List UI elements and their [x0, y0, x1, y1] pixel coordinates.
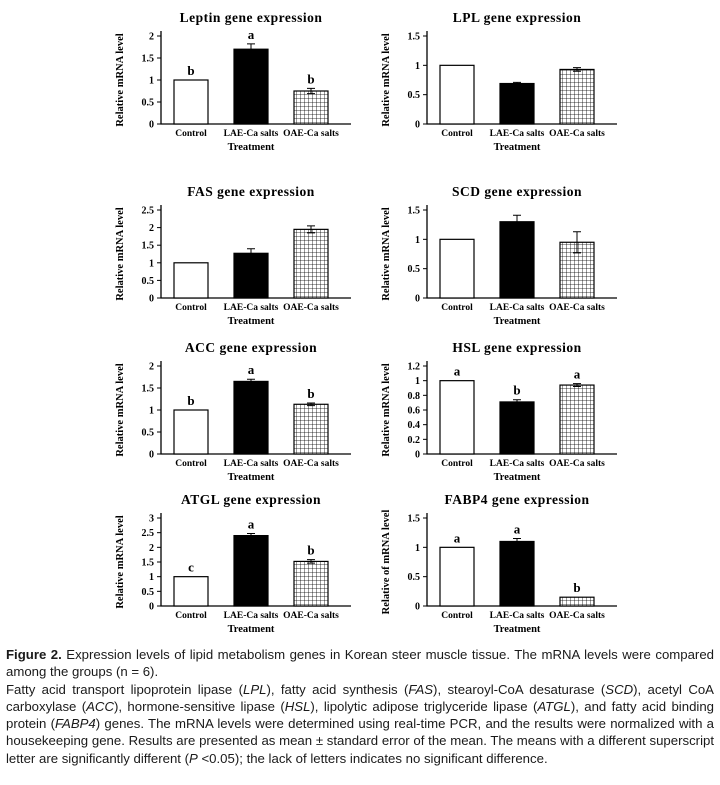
y-tick-label: 0	[415, 601, 420, 613]
y-tick-label: 2	[149, 361, 154, 373]
y-tick-label: 3	[149, 513, 154, 525]
x-tick-label: OAE-Ca salts	[283, 459, 339, 469]
y-axis-label: Relative mRNA level	[115, 33, 126, 127]
x-tick-label: OAE-Ca salts	[283, 303, 339, 313]
significance-letter: b	[307, 71, 315, 87]
chart-title: SCD gene expression	[451, 184, 583, 199]
bar-fas-control	[174, 263, 208, 298]
x-tick-label: LAE-Ca salts	[223, 303, 279, 313]
x-tick-label: LAE-Ca salts	[489, 459, 545, 469]
y-tick-label: 0	[415, 119, 420, 131]
x-tick-label: LAE-Ca salts	[223, 129, 279, 139]
caption-segment: HSL	[284, 698, 311, 714]
bar-acc-control	[174, 410, 208, 454]
chart-scd	[322, 180, 662, 338]
y-tick-label: 0.5	[407, 572, 420, 584]
bar-fas-lae-ca-salts	[234, 253, 268, 298]
x-tick-label: OAE-Ca salts	[283, 129, 339, 139]
x-tick-label: Control	[441, 129, 473, 139]
caption-segment: P	[189, 750, 198, 766]
y-tick-label: 0	[149, 449, 154, 461]
caption-segment: LPL	[242, 681, 267, 697]
significance-letter: a	[247, 362, 255, 378]
caption-segment: FABP4	[54, 716, 96, 732]
y-tick-label: 1.5	[141, 240, 154, 252]
y-tick-label: 0.5	[141, 97, 154, 109]
y-tick-label: 0	[149, 119, 154, 131]
significance-letter: a	[247, 516, 255, 532]
caption-segment: ) genes. The mRNA levels were determined using real-time PCR, and the results were normalized with a housekeeping gene. Results are presented as mean ± standard error of the mean. The means with a different superscript letter are significantly different (	[6, 716, 714, 766]
x-tick-label: OAE-Ca salts	[549, 459, 605, 469]
chart-title: HSL gene expression	[452, 340, 582, 355]
x-axis-label: Treatment	[493, 472, 541, 483]
x-axis-label: Treatment	[227, 624, 275, 635]
figure-caption	[0, 644, 720, 767]
y-tick-label: 1.5	[141, 383, 154, 395]
y-tick-label: 2	[149, 223, 154, 235]
caption-segment: ATGL	[537, 698, 571, 714]
y-tick-label: 0	[149, 293, 154, 305]
y-tick-label: 1.5	[407, 31, 420, 43]
x-tick-label: Control	[441, 303, 473, 313]
y-axis-label: Relative mRNA level	[115, 207, 126, 301]
bar-lpl-lae-ca-salts	[500, 84, 534, 124]
significance-letter: c	[188, 559, 194, 575]
y-tick-label: 0	[415, 449, 420, 461]
y-tick-label: 2	[149, 31, 154, 43]
caption-segment: ), stearoyl-CoA desaturase (	[433, 681, 606, 697]
y-tick-label: 1	[149, 75, 154, 87]
y-tick-label: 1.5	[141, 53, 154, 65]
y-axis-label: Relative mRNA level	[115, 363, 126, 457]
y-tick-label: 0	[149, 601, 154, 613]
x-tick-label: OAE-Ca salts	[549, 611, 605, 621]
figure-caption-details	[6, 681, 714, 767]
caption-segment: ), and fatty acid binding protein (	[6, 698, 715, 732]
significance-letter: a	[573, 366, 581, 382]
y-tick-label: 1	[415, 60, 420, 72]
x-tick-label: Control	[175, 129, 207, 139]
x-tick-label: LAE-Ca salts	[489, 303, 545, 313]
x-tick-label: LAE-Ca salts	[489, 611, 545, 621]
significance-letter: b	[573, 580, 581, 596]
significance-letter: a	[453, 363, 461, 379]
chart-hsl	[322, 336, 662, 494]
significance-letter: b	[307, 385, 315, 401]
x-tick-label: LAE-Ca salts	[223, 459, 279, 469]
chart-title: ACC gene expression	[184, 340, 318, 355]
y-tick-label: 0	[415, 293, 420, 305]
x-tick-label: OAE-Ca salts	[549, 303, 605, 313]
x-axis-label: Treatment	[227, 142, 275, 153]
x-tick-label: LAE-Ca salts	[489, 129, 545, 139]
y-tick-label: 1.2	[407, 361, 420, 373]
x-axis-label: Treatment	[227, 316, 275, 327]
chart-title: FAS gene expression	[187, 184, 315, 199]
y-axis-label: Relative mRNA level	[381, 363, 392, 457]
bar-atgl-control	[174, 577, 208, 606]
y-tick-label: 1.5	[407, 205, 420, 217]
y-tick-label: 1.5	[141, 557, 154, 569]
significance-letter: a	[513, 521, 521, 537]
y-tick-label: 0.2	[407, 434, 420, 446]
x-tick-label: Control	[175, 459, 207, 469]
y-tick-label: 2.5	[141, 528, 154, 540]
bar-scd-control	[440, 239, 474, 298]
x-tick-label: LAE-Ca salts	[223, 611, 279, 621]
figure-caption-main	[6, 646, 714, 681]
x-tick-label: OAE-Ca salts	[549, 129, 605, 139]
x-axis-label: Treatment	[493, 624, 541, 635]
y-tick-label: 2	[149, 542, 154, 554]
y-tick-label: 1	[415, 376, 420, 388]
y-tick-label: 1	[149, 258, 154, 270]
y-tick-label: 0.5	[141, 275, 154, 287]
caption-segment: FAS	[408, 681, 434, 697]
x-tick-label: OAE-Ca salts	[283, 611, 339, 621]
bar-leptin-control	[174, 80, 208, 124]
chart-title: ATGL gene expression	[180, 492, 322, 507]
chart-title: FABP4 gene expression	[444, 492, 590, 507]
chart-lpl	[322, 6, 662, 164]
y-tick-label: 0.5	[407, 264, 420, 276]
significance-letter: b	[513, 382, 521, 398]
caption-segment: Fatty acid transport lipoprotein lipase (	[6, 681, 243, 697]
caption-segment: Figure 2.	[6, 647, 62, 662]
y-tick-label: 1	[149, 405, 154, 417]
x-tick-label: Control	[175, 611, 207, 621]
x-tick-label: Control	[441, 611, 473, 621]
bar-fabp4-oae-ca-salts	[560, 597, 594, 606]
y-tick-label: 1	[149, 572, 154, 584]
bar-acc-lae-ca-salts	[234, 381, 268, 454]
y-tick-label: 0.5	[407, 90, 420, 102]
significance-letter: a	[247, 26, 255, 42]
y-tick-label: 0.4	[407, 420, 420, 432]
x-tick-label: Control	[441, 459, 473, 469]
y-tick-label: 1	[415, 542, 420, 554]
caption-segment: ), hormone-sensitive lipase (	[113, 698, 285, 714]
bar-fabp4-control	[440, 547, 474, 606]
x-axis-label: Treatment	[493, 142, 541, 153]
y-axis-label: Relative mRNA level	[115, 515, 126, 609]
caption-segment: ), lipolytic adipose triglyceride lipase (	[310, 698, 538, 714]
y-axis-label: Relative mRNA level	[381, 207, 392, 301]
y-tick-label: 2.5	[141, 205, 154, 217]
y-tick-label: 0.5	[141, 586, 154, 598]
bar-hsl-lae-ca-salts	[500, 402, 534, 454]
y-axis-label: Relative mRNA level	[381, 33, 392, 127]
bar-leptin-lae-ca-salts	[234, 49, 268, 124]
y-tick-label: 1	[415, 234, 420, 246]
bar-hsl-control	[440, 381, 474, 454]
y-axis-label: Relative of mRNA level	[381, 509, 392, 615]
significance-letter: b	[187, 393, 195, 408]
caption-segment: ), acetyl CoA carboxylase (	[6, 681, 714, 714]
significance-letter: b	[187, 63, 195, 78]
chart-title: LPL gene expression	[452, 10, 582, 25]
bar-lpl-oae-ca-salts	[560, 69, 594, 124]
y-tick-label: 0.6	[407, 405, 420, 417]
caption-segment: SCD	[605, 681, 634, 697]
bar-hsl-oae-ca-salts	[560, 385, 594, 454]
bar-lpl-control	[440, 65, 474, 124]
caption-segment: <0.05); the lack of letters indicates no significant difference.	[197, 750, 548, 766]
chart-fabp4	[322, 488, 662, 646]
caption-segment: Expression levels of lipid metabolism genes in Korean steer muscle tissue. The mRNA levels were compared among the groups (n = 6).	[6, 647, 714, 680]
caption-segment: ), fatty acid synthesis (	[266, 681, 409, 697]
bar-scd-lae-ca-salts	[500, 222, 534, 298]
chart-title: Leptin gene expression	[179, 10, 323, 25]
bar-fabp4-lae-ca-salts	[500, 541, 534, 606]
y-tick-label: 1.5	[407, 513, 420, 525]
significance-letter: a	[453, 530, 461, 546]
y-tick-label: 0.5	[141, 427, 154, 439]
x-axis-label: Treatment	[493, 316, 541, 327]
y-tick-label: 0.8	[407, 390, 420, 402]
x-tick-label: Control	[175, 303, 207, 313]
bar-atgl-lae-ca-salts	[234, 536, 268, 606]
caption-segment: ACC	[86, 698, 114, 714]
x-axis-label: Treatment	[227, 472, 275, 483]
significance-letter: b	[307, 542, 315, 558]
